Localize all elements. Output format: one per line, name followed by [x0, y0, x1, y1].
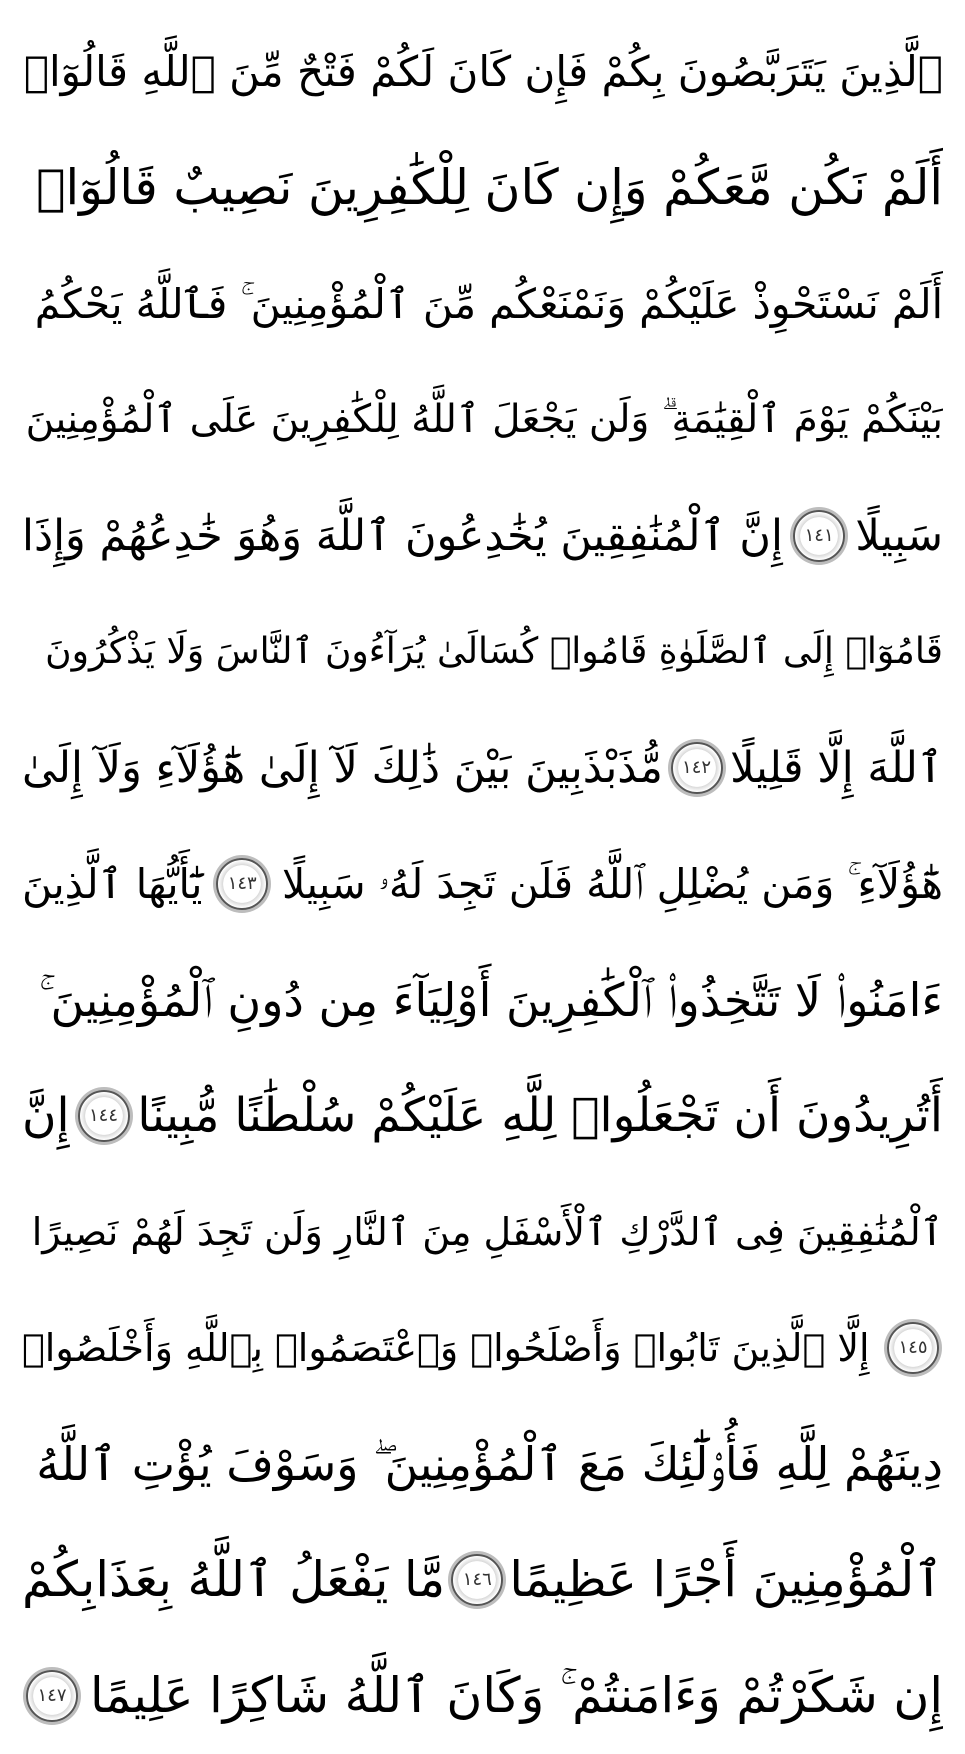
ayah-number: ١٤٥	[898, 1337, 928, 1358]
quran-line-4	[22, 362, 943, 478]
quran-line-7	[22, 710, 943, 826]
verse-text: أَلَمْ نَكُن مَّعَكُمْ وَإِن كَانَ لِلْكَٰفِرِينَ نَصِيبٌ قَالُوٓا۟	[36, 159, 943, 216]
ayah-number-marker	[671, 742, 723, 794]
quran-line-2	[22, 130, 943, 246]
verse-text: ٱللَّهَ إِلَّا قَلِيلًا	[730, 743, 943, 793]
ayah-number: ١٤٤	[89, 1105, 119, 1126]
ayah-number-marker	[216, 858, 268, 910]
verse-text: هَٰٓؤُلَآءِ ۚ وَمَن يُضْلِلِ ٱللَّهُ فَلَن تَجِدَ لَهُۥ سَبِيلًا	[281, 860, 943, 908]
ayah-number: ١٤٧	[37, 1685, 67, 1706]
verse-text: إِنَّ	[22, 1088, 70, 1143]
verse-text: ٱلَّذِينَ يَتَرَبَّصُونَ بِكُمْ فَإِن كَانَ لَكُمْ فَتْحٌ مِّنَ ٱللَّهِ قَالُوٓا۟	[23, 47, 943, 96]
ayah-number-marker	[78, 1090, 130, 1142]
verse-text: أَلَمْ نَسْتَحْوِذْ عَلَيْكُمْ وَنَمْنَعْكُم مِّنَ ٱلْمُؤْمِنِينَ ۚ فَٱللَّهُ يَحْكُمُ	[34, 280, 943, 328]
quran-line-13	[22, 1406, 943, 1522]
verse-text: يَٰٓأَيُّهَا ٱلَّذِينَ	[22, 860, 203, 908]
verse-text: إِنَّ ٱلْمُنَٰفِقِينَ يُخَٰدِعُونَ ٱللَّهَ وَهُوَ خَٰدِعُهُمْ وَإِذَا	[22, 511, 783, 561]
quran-line-14	[22, 1522, 943, 1638]
verse-text: بَيْنَكُمْ يَوْمَ ٱلْقِيَٰمَةِ ۗ وَلَن يَجْعَلَ ٱللَّهُ لِلْكَٰفِرِينَ عَلَى ٱلْمُؤْمِنِينَ	[25, 397, 943, 442]
ayah-number: ١٤٦	[462, 1569, 492, 1590]
verse-text: مَّا يَفْعَلُ ٱللَّهُ بِعَذَابِكُمْ	[22, 1551, 446, 1608]
quran-line-8	[22, 826, 943, 942]
quran-line-9	[22, 942, 943, 1058]
ayah-number: ١٤١	[804, 525, 834, 546]
quran-line-5	[22, 478, 943, 594]
ayah-number-marker	[451, 1554, 503, 1606]
verse-text: مُّذَبْذَبِينَ بَيْنَ ذَٰلِكَ لَآ إِلَىٰ هَٰٓؤُلَآءِ وَلَآ إِلَىٰ	[22, 743, 663, 793]
verse-text: أَتُرِيدُونَ أَن تَجْعَلُوا۟ لِلَّهِ عَلَيْكُمْ سُلْطَٰنًا مُّبِينًا	[137, 1088, 943, 1143]
verse-text: ٱلْمُنَٰفِقِينَ فِى ٱلدَّرْكِ ٱلْأَسْفَلِ مِنَ ٱلنَّارِ وَلَن تَجِدَ لَهُمْ نَصِيرًا	[31, 1210, 943, 1254]
verse-text: دِينَهُمْ لِلَّهِ فَأُو۟لَٰٓئِكَ مَعَ ٱلْمُؤْمِنِينَ ۖ وَسَوْفَ يُؤْتِ ٱللَّهُ	[36, 1437, 943, 1491]
quran-line-3	[22, 246, 943, 362]
quran-line-6	[22, 594, 943, 710]
verse-text: قَامُوٓا۟ إِلَى ٱلصَّلَوٰةِ قَامُوا۟ كُسَالَىٰ يُرَآءُونَ ٱلنَّاسَ وَلَا يَذْكُرُونَ	[45, 631, 943, 672]
verse-text: إِن شَكَرْتُمْ وَءَامَنتُمْ ۚ وَكَانَ ٱللَّهُ شَاكِرًا عَلِيمًا	[90, 1667, 943, 1724]
quran-line-12	[22, 1290, 943, 1406]
quran-line-11	[22, 1174, 943, 1290]
ayah-number: ١٤٣	[227, 873, 257, 894]
quran-line-10	[22, 1058, 943, 1174]
quran-line-1	[22, 14, 943, 130]
quran-line-15	[22, 1638, 943, 1754]
ayah-number-marker	[26, 1670, 78, 1722]
ayah-number-marker	[887, 1322, 939, 1374]
verse-text: ٱلْمُؤْمِنِينَ أَجْرًا عَظِيمًا	[509, 1551, 943, 1608]
ayah-number-marker	[793, 510, 845, 562]
ayah-number: ١٤٢	[682, 757, 712, 778]
verse-text: سَبِيلًا	[855, 511, 943, 561]
verse-text: ءَامَنُوا۟ لَا تَتَّخِذُوا۟ ٱلْكَٰفِرِينَ أَوْلِيَآءَ مِن دُونِ ٱلْمُؤْمِنِينَ ۚ	[38, 973, 943, 1027]
verse-text: إِلَّا ٱلَّذِينَ تَابُوا۟ وَأَصْلَحُوا۟ وَٱعْتَصَمُوا۟ بِٱللَّهِ وَأَخْلَصُوا۟	[22, 1326, 870, 1370]
